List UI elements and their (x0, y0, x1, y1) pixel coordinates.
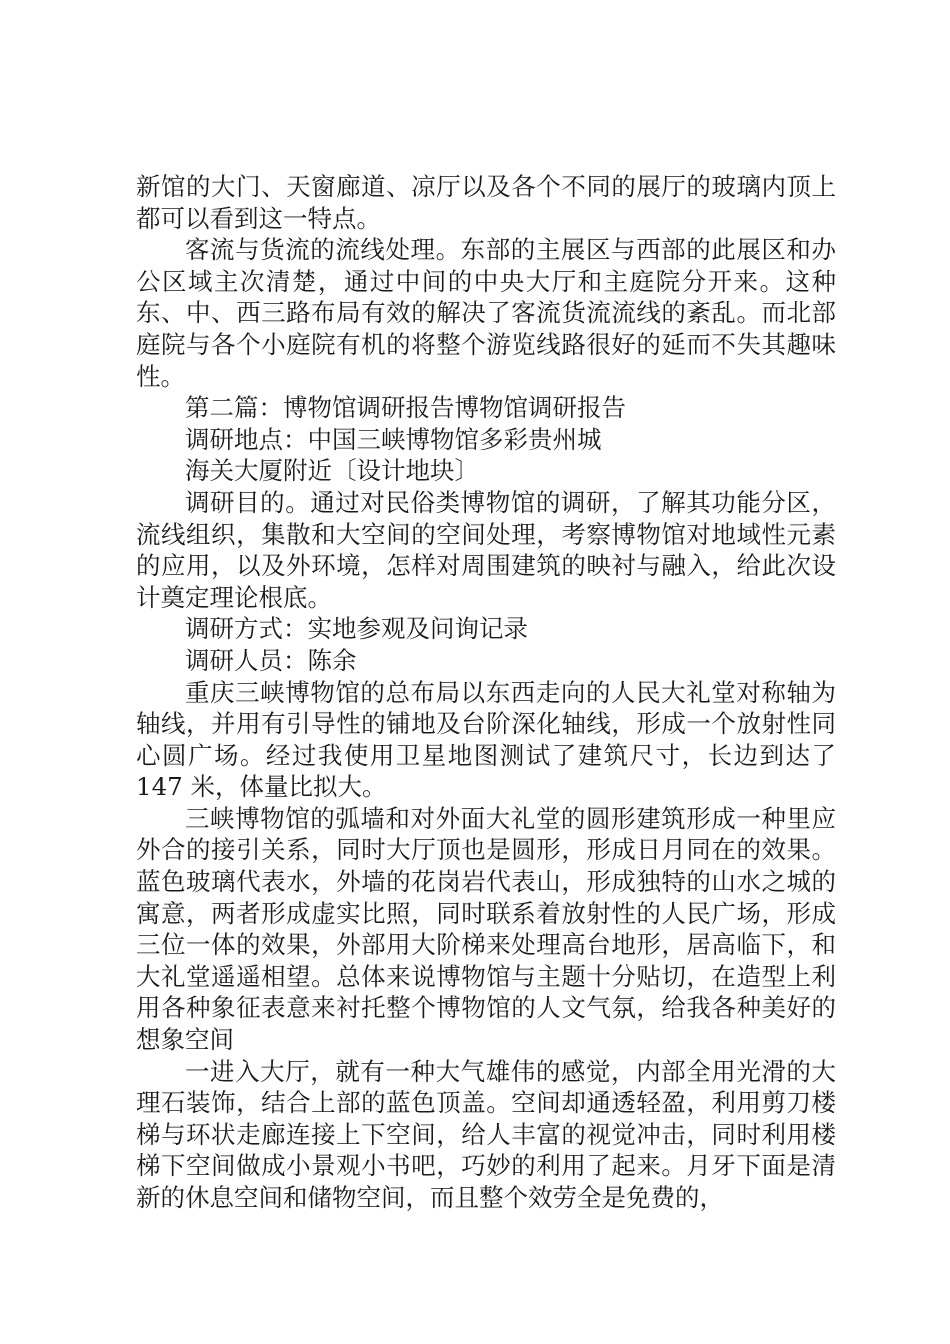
survey-purpose: 调研目的。通过对民俗类博物馆的调研，了解其功能分区，流线组织，集散和大空间的空间处理，考察博物馆对地域性元素的应用，以及外环境，怎样对周围建筑的映衬与融入，给此次设计奠定理论根底。 (136, 487, 836, 612)
survey-method: 调研方式：实地参观及问询记录 (185, 614, 528, 644)
paragraph-hall: 一进入大厅，就有一种大气雄伟的感觉，内部全用光滑的大理石装饰，结合上部的蓝色顶盖。空间却通透轻盈，利用剪刀楼梯与环状走廊连接上下空间，给人丰富的视觉冲击，同时利用楼梯下空间做成小景观小书吧，巧妙的利用了起来。月牙下面是清新的休息空间和储物空间，而且整个效劳全是免费的， (136, 1056, 836, 1212)
paragraph-2: 客流与货流的流线处理。东部的主展区与西部的此展区和办公区域主次清楚，通过中间的中央大厅和主庭院分开来。这种东、中、西三路布局有效的解决了客流货流流线的紊乱。而北部庭院与各个小庭院有机的将整个游览线路很好的延而不失其趣味性。 (136, 235, 836, 391)
paragraph-1: 新馆的大门、天窗廊道、凉厅以及各个不同的展厅的玻璃内顶上都可以看到这一特点。 (136, 172, 836, 233)
survey-staff: 调研人员：陈余 (185, 645, 357, 675)
survey-location: 调研地点：中国三峡博物馆多彩贵州城 (185, 424, 602, 454)
survey-location-detail: 海关大厦附近〔设计地块〕 (185, 456, 479, 486)
document-page (136, 171, 836, 1214)
paragraph-layout: 重庆三峡博物馆的总布局以东西走向的人民大礼堂对称轴为轴线，并用有引导性的铺地及台阶深化轴线，形成一个放射性同心圆广场。经过我使用卫星地图测试了建筑尺寸，长边到达了 147 米，体量比拟大。 (136, 677, 836, 802)
section-heading: 第二篇：博物馆调研报告博物馆调研报告 (185, 393, 626, 423)
paragraph-form: 三峡博物馆的弧墙和对外面大礼堂的圆形建筑形成一种里应外合的接引关系，同时大厅顶也是圆形，形成日月同在的效果。蓝色玻璃代表水，外墙的花岗岩代表山，形成独特的山水之城的寓意，两者形成虚实比照，同时联系着放射性的人民广场，形成三位一体的效果，外部用大阶梯来处理高台地形，居高临下，和大礼堂遥遥相望。总体来说博物馆与主题十分贴切，在造型上利用各种象征表意来衬托整个博物馆的人文气氛，给我各种美好的想象空间 (136, 803, 836, 1055)
